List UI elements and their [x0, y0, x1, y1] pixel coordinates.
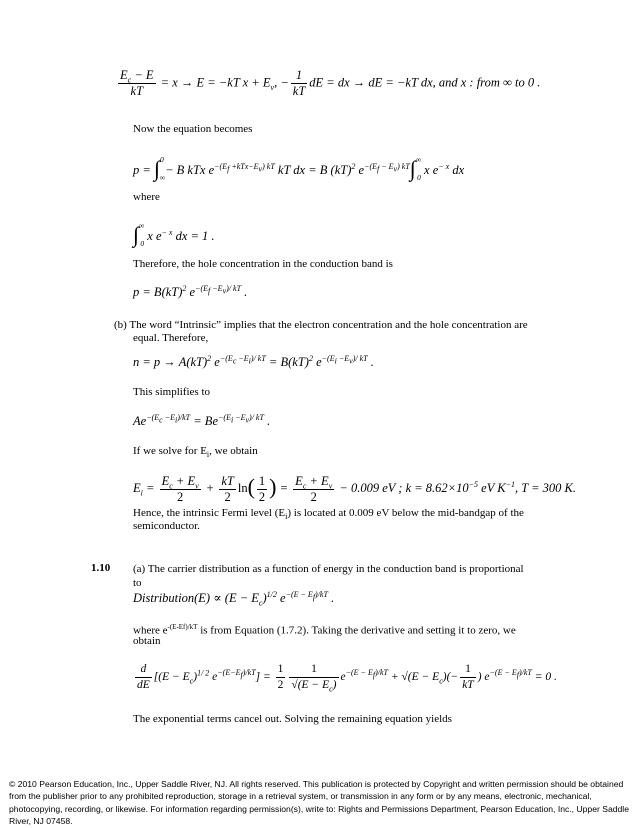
- part-b-text: (b) The word “Intrinsic” implies that the electron concentration and the hole concentration are: [114, 319, 528, 331]
- equation-fermi-level: $E_i$ = $\frac{E_c + E_v}{2}$ + $\frac{kT}{2}$ ln( $\frac{1}{2}$ ) = $\frac{E_c + E_v}{2}$ − 0.009 eV ; $k = 8.62\times 10^{-5}$ eV $K^{-1}$, T = 300 K.: [133, 473, 576, 504]
- exponential-text: The exponential terms cancel out. Solving the remaining equation yields: [133, 713, 452, 725]
- equation-hole-concentration: p = B(kT)$^2$ $e^{-(E_f -E_v)/ kT}$ .: [133, 283, 248, 299]
- integral-sign: ∫: [153, 156, 160, 181]
- part-a-text-line2: to: [133, 577, 142, 589]
- equation-simplified: $Ae^{-(E_c -E_i)/kT} = Be^{-(E_i -E_v)/ kT}$ .: [133, 412, 271, 428]
- hence-text-line2: semiconductor.: [133, 520, 200, 532]
- equation-derivative: $\frac{d}{dE}$ [$(E - E_c)^{1/ 2}$ $e^{-(E-E_f)/kT}$] = $\frac{1}{2}$ $\frac{1}{√(E - E_c)}$ $e^{-(E - E_f)/kT} + √(E - E_c)(-$ $\frac{1}{kT}$ ) $e^{-(E - E_f)/kT} = 0$ .: [137, 663, 557, 694]
- obtain-text: obtain: [133, 635, 161, 647]
- equation-hole-integral: p = ∫$^0_\infty$− B kTx $e^{-(E_f +kTx-E_v) kT}$ kT dx = B (kT)$^2$ $e^{-(E_f - E_v) kT}\int^\infty_0$ x $e^{- x}$ dx: [133, 155, 465, 182]
- now-text: Now the equation becomes: [133, 123, 253, 135]
- solve-text: If we solve for $E_i$, we obtain: [133, 445, 258, 460]
- problem-number: 1.10: [91, 562, 111, 574]
- where-text: where: [133, 191, 160, 203]
- equation-distribution: Distribution(E) ∝ $(E - E_c)^{1/2}$ $e^{-(E - E_f)/kT}$ .: [133, 589, 335, 608]
- integral-sign: ∫: [409, 156, 416, 181]
- hence-text-line1: Hence, the intrinsic Fermi level $(E_i)$ is located at 0.009 eV below the mid-bandgap of the: [133, 507, 524, 522]
- equation-intrinsic-equality: n = p → A(kT)$^2$ $e^{-(E_c -E_i)/ kT} = B(kT)^2$ $e^{-(E_i -E_v)/ kT}$ .: [133, 353, 374, 369]
- copyright-footer: © 2010 Pearson Education, Inc., Upper Saddle River, NJ. All rights reserved. This publication is protected by Copyright and written permission should be obtained from the publisher prior to any prohibited reproduction, storage in a retrieval system, or transmission in any form or by any means, electronic, mechanical, photocopying, recording, or likewise. For information regarding permission(s), write to: Rights and Permissions Department, Pearson Education, Inc., Upper Saddle River, NJ 07458.: [9, 779, 629, 827]
- part-a-text-line1: (a) The carrier distribution as a function of energy in the conduction band is proportional: [133, 563, 524, 575]
- equation-change-of-variable: $\frac{E_c - E}{kT}$ = x → E = −kT $x + E_v$, − $\frac{1}{kT}$ dE = dx → dE = −kT dx, and x : from ∞ to 0 .: [120, 68, 541, 98]
- therefore-text: Therefore, the hole concentration in the conduction band is: [133, 258, 393, 270]
- equation-unit-integral: $\int^\infty_0$ x $e^{- x}$ dx = 1 .: [133, 221, 215, 248]
- integral-sign: ∫: [133, 222, 140, 247]
- where-equation-text: where $e^{-(E-Ef)/kT}$ is from Equation (1.7.2). Taking the derivative and setting it to zero, we: [133, 623, 516, 637]
- simplifies-text: This simplifies to: [133, 386, 210, 398]
- equal-text: equal. Therefore,: [133, 332, 209, 344]
